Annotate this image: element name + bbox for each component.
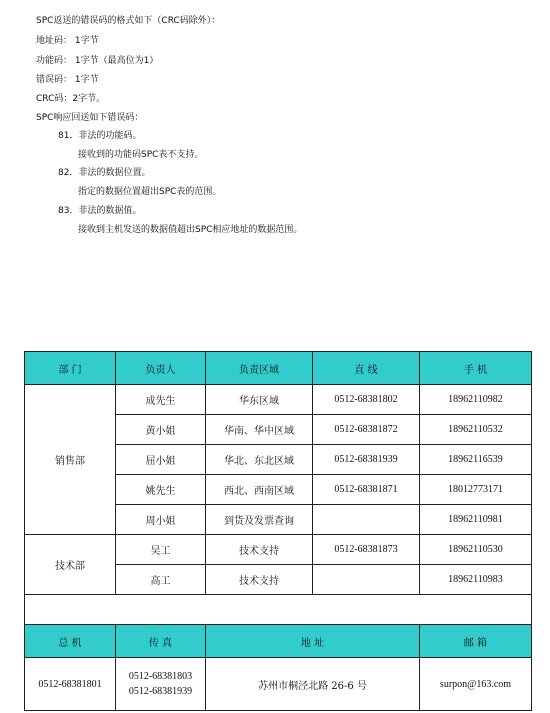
person-cell: 黄小姐 xyxy=(116,415,206,445)
line-cell: 0512-68381872 xyxy=(313,415,420,445)
footer-header-row xyxy=(25,625,532,658)
mobile-cell: 18962110981 xyxy=(420,505,532,535)
table-row xyxy=(25,385,532,415)
error-title: 81．非法的功能码。 xyxy=(58,131,142,141)
mobile-cell: 18962110532 xyxy=(420,415,532,445)
person-cell: 屈小姐 xyxy=(116,445,206,475)
header-person: 负责人 xyxy=(116,352,206,385)
header-email: 邮 箱 xyxy=(420,625,532,658)
person-cell: 周小姐 xyxy=(116,505,206,535)
header-fax: 传 真 xyxy=(116,625,206,658)
fax-cell xyxy=(116,658,206,711)
mobile-cell: 18962110982 xyxy=(420,385,532,415)
intro-line: 错误码： 1字节 xyxy=(36,75,99,85)
mobile-cell: 18962110983 xyxy=(420,565,532,595)
fax-number: 0512-68381939 xyxy=(128,686,193,697)
line-cell xyxy=(313,505,420,535)
area-cell: 华北、东北区域 xyxy=(206,445,313,475)
dept-tech: 技术部 xyxy=(25,535,116,595)
person-cell: 高工 xyxy=(116,565,206,595)
error-title: 83．非法的数据值。 xyxy=(58,206,142,216)
header-mobile: 手 机 xyxy=(420,352,532,385)
person-cell: 姚先生 xyxy=(116,475,206,505)
mobile-cell: 18012773171 xyxy=(420,475,532,505)
intro-line: 功能码： 1字节（最高位为1） xyxy=(36,56,159,66)
line-cell: 0512-68381802 xyxy=(313,385,420,415)
person-cell: 成先生 xyxy=(116,385,206,415)
fax-number: 0512-68381803 xyxy=(128,671,193,682)
contact-table xyxy=(24,351,532,711)
person-cell: 吴工 xyxy=(116,535,206,565)
line-cell: 0512-68381873 xyxy=(313,535,420,565)
area-cell: 华南、华中区域 xyxy=(206,415,313,445)
error-desc: 指定的数据位置超出SPC表的范围。 xyxy=(78,187,222,197)
header-line: 直 线 xyxy=(313,352,420,385)
intro-line: 地址码： 1字节 xyxy=(36,36,99,46)
contact-header-row xyxy=(25,352,532,385)
error-desc: 接收到主机发送的数据值超出SPC相应地址的数据范围。 xyxy=(78,225,303,235)
email-link[interactable]: surpon@163.com xyxy=(420,658,532,711)
header-area: 负责区域 xyxy=(206,352,313,385)
area-cell: 技术支持 xyxy=(206,565,313,595)
separator-row xyxy=(25,595,532,625)
error-title: 82．非法的数据位置。 xyxy=(58,168,151,178)
intro-line: SPC响应回送如下错误码： xyxy=(36,113,144,123)
header-address: 地 址 xyxy=(206,625,420,658)
switchboard-cell: 0512-68381801 xyxy=(25,658,116,711)
mobile-cell: 18962110530 xyxy=(420,535,532,565)
header-switchboard: 总 机 xyxy=(25,625,116,658)
area-cell: 技术支持 xyxy=(206,535,313,565)
line-cell: 0512-68381939 xyxy=(313,445,420,475)
header-dept: 部 门 xyxy=(25,352,116,385)
address-cell: 苏州市桐泾北路 26-6 号 xyxy=(206,658,420,711)
mobile-cell: 18962116539 xyxy=(420,445,532,475)
intro-line: CRC码：2字节。 xyxy=(36,94,106,104)
error-desc: 接收到的功能码SPC表不支持。 xyxy=(78,150,204,160)
area-cell: 西北、西南区域 xyxy=(206,475,313,505)
area-cell: 华东区域 xyxy=(206,385,313,415)
intro-line: SPC返送的错误码的格式如下（CRC码除外）： xyxy=(36,16,221,26)
separator-cell xyxy=(25,595,532,625)
line-cell: 0512-68381871 xyxy=(313,475,420,505)
dept-sales: 销售部 xyxy=(25,385,116,535)
area-cell: 到货及发票查询 xyxy=(206,505,313,535)
footer-row xyxy=(25,658,532,711)
table-row xyxy=(25,535,532,565)
line-cell xyxy=(313,565,420,595)
